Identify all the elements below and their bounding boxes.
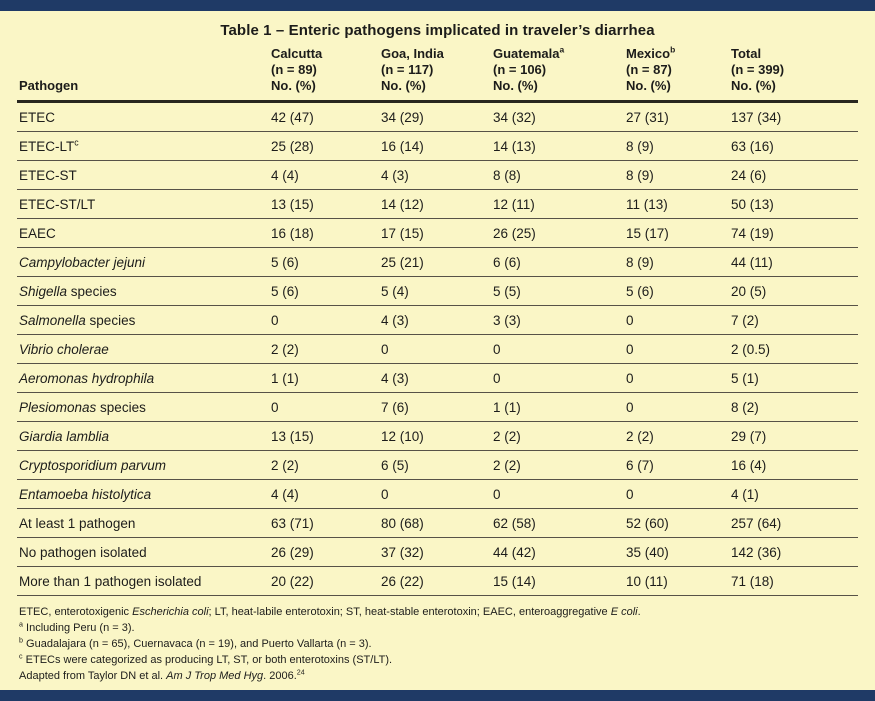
table-row xyxy=(17,102,858,132)
value-cell: 44 (11) xyxy=(729,248,858,277)
value-cell: 16 (4) xyxy=(729,451,858,480)
text-run: ETEC xyxy=(19,110,56,125)
table-row xyxy=(17,451,858,480)
table-row xyxy=(17,248,858,277)
value-cell: 42 (47) xyxy=(269,102,379,132)
column-sample-size: (n = 399) xyxy=(731,62,785,77)
value-cell: 16 (14) xyxy=(379,132,491,161)
text-run: ETEC-LT xyxy=(19,139,75,154)
value-cell: 27 (31) xyxy=(624,102,729,132)
pathogen-name-cell xyxy=(17,393,269,422)
value-cell: 0 xyxy=(491,480,624,509)
value-cell: 5 (6) xyxy=(269,248,379,277)
value-cell: 137 (34) xyxy=(729,102,858,132)
table-header xyxy=(17,46,858,102)
text-run: ETEC-ST/LT xyxy=(19,197,96,212)
value-cell: 29 (7) xyxy=(729,422,858,451)
column-name xyxy=(731,46,854,62)
value-cell: 5 (1) xyxy=(729,364,858,393)
footnote-line xyxy=(19,620,856,636)
table-row xyxy=(17,335,858,364)
value-cell: 0 xyxy=(379,480,491,509)
value-cell: 2 (2) xyxy=(624,422,729,451)
text-run: c xyxy=(74,137,79,148)
value-cell: 71 (18) xyxy=(729,567,858,596)
column-unit: No. (%) xyxy=(626,78,671,93)
text-run: Adapted from Taylor DN et al. xyxy=(19,670,167,682)
text-run: Campylobacter jejuni xyxy=(19,255,146,270)
value-cell: 4 (3) xyxy=(379,161,491,190)
table-row xyxy=(17,509,858,538)
text-run: Aeromonas hydrophila xyxy=(19,371,155,386)
top-border-bar xyxy=(0,0,875,11)
header-row xyxy=(17,46,858,102)
footnote-line xyxy=(19,604,856,620)
text-run: Calcutta xyxy=(271,46,323,61)
value-cell: 8 (2) xyxy=(729,393,858,422)
column-unit: No. (%) xyxy=(493,78,538,93)
value-cell: 74 (19) xyxy=(729,219,858,248)
column-sample-size: (n = 89) xyxy=(271,62,317,77)
text-run: a xyxy=(559,44,565,55)
value-cell: 13 (15) xyxy=(269,422,379,451)
value-cell: 0 xyxy=(269,306,379,335)
pathogen-name-cell xyxy=(17,364,269,393)
value-cell: 8 (8) xyxy=(491,161,624,190)
table-row xyxy=(17,538,858,567)
column-unit: No. (%) xyxy=(271,78,316,93)
value-cell: 5 (6) xyxy=(624,277,729,306)
text-run: Guatemala xyxy=(493,46,560,61)
column-header xyxy=(624,46,729,102)
text-run: . 2006. xyxy=(263,670,297,682)
value-cell: 15 (17) xyxy=(624,219,729,248)
text-run: No pathogen isolated xyxy=(19,545,147,560)
value-cell: 14 (12) xyxy=(379,190,491,219)
pathogen-name-cell xyxy=(17,248,269,277)
text-run: ETEC-ST xyxy=(19,168,77,183)
value-cell: 12 (10) xyxy=(379,422,491,451)
value-cell: 5 (4) xyxy=(379,277,491,306)
pathogen-name-cell xyxy=(17,132,269,161)
value-cell: 3 (3) xyxy=(491,306,624,335)
table-body xyxy=(17,102,858,596)
pathogen-name-cell xyxy=(17,480,269,509)
value-cell: 0 xyxy=(624,306,729,335)
value-cell: 14 (13) xyxy=(491,132,624,161)
text-run: b xyxy=(670,44,676,55)
text-run: 24 xyxy=(296,668,305,677)
table-row xyxy=(17,277,858,306)
pathogen-table xyxy=(17,46,858,596)
table-row xyxy=(17,306,858,335)
pathogen-name-cell xyxy=(17,102,269,132)
text-run: . xyxy=(637,606,641,618)
table-row xyxy=(17,422,858,451)
value-cell: 0 xyxy=(624,393,729,422)
value-cell: 0 xyxy=(624,364,729,393)
value-cell: 8 (9) xyxy=(624,248,729,277)
table-row xyxy=(17,161,858,190)
value-cell: 15 (14) xyxy=(491,567,624,596)
value-cell: 34 (32) xyxy=(491,102,624,132)
table-row xyxy=(17,190,858,219)
pathogen-name-cell xyxy=(17,422,269,451)
table-row xyxy=(17,480,858,509)
bottom-border-bar xyxy=(0,690,875,701)
value-cell: 257 (64) xyxy=(729,509,858,538)
text-run: More than 1 pathogen isolated xyxy=(19,574,202,589)
value-cell: 7 (2) xyxy=(729,306,858,335)
text-run: c xyxy=(19,652,23,661)
value-cell: 44 (42) xyxy=(491,538,624,567)
text-run: ; LT, heat-labile enterotoxin; ST, heat-stable enterotoxin; EAEC, enteroaggregative xyxy=(208,606,611,618)
value-cell: 37 (32) xyxy=(379,538,491,567)
pathogen-name-cell xyxy=(17,219,269,248)
value-cell: 13 (15) xyxy=(269,190,379,219)
text-run: Salmonella xyxy=(19,313,86,328)
pathogen-name-cell xyxy=(17,190,269,219)
text-run: b xyxy=(19,636,23,645)
footnote-line xyxy=(19,636,856,652)
value-cell: 4 (1) xyxy=(729,480,858,509)
text-run: E coli xyxy=(610,606,638,618)
text-run: Cryptosporidium parvum xyxy=(19,458,167,473)
value-cell: 4 (4) xyxy=(269,161,379,190)
value-cell: 26 (25) xyxy=(491,219,624,248)
column-name xyxy=(493,46,620,62)
value-cell: 11 (13) xyxy=(624,190,729,219)
column-unit: No. (%) xyxy=(381,78,426,93)
text-run: At least 1 pathogen xyxy=(19,516,136,531)
column-header xyxy=(379,46,491,102)
value-cell: 62 (58) xyxy=(491,509,624,538)
pathogen-name-cell xyxy=(17,161,269,190)
value-cell: 52 (60) xyxy=(624,509,729,538)
column-name xyxy=(271,46,375,62)
value-cell: 4 (4) xyxy=(269,480,379,509)
value-cell: 5 (5) xyxy=(491,277,624,306)
text-run: Plesiomonas xyxy=(19,400,97,415)
text-run: ETECs were categorized as producing LT, ST, or both enterotoxins (ST/LT). xyxy=(22,654,393,666)
column-unit: No. (%) xyxy=(731,78,776,93)
pathogen-name-cell xyxy=(17,538,269,567)
value-cell: 6 (7) xyxy=(624,451,729,480)
column-header xyxy=(491,46,624,102)
table-content xyxy=(0,11,875,690)
value-cell: 80 (68) xyxy=(379,509,491,538)
value-cell: 2 (2) xyxy=(491,422,624,451)
value-cell: 2 (2) xyxy=(491,451,624,480)
text-run: ETEC, enterotoxigenic xyxy=(19,606,133,618)
table-row xyxy=(17,132,858,161)
pathogen-name-cell xyxy=(17,451,269,480)
value-cell: 10 (11) xyxy=(624,567,729,596)
text-run: Giardia lamblia xyxy=(19,429,110,444)
text-run: Goa, India xyxy=(381,46,444,61)
column-sample-size: (n = 117) xyxy=(381,62,434,77)
text-run: Including Peru (n = 3). xyxy=(22,622,135,634)
table-row xyxy=(17,364,858,393)
value-cell: 5 (6) xyxy=(269,277,379,306)
value-cell: 1 (1) xyxy=(269,364,379,393)
value-cell: 50 (13) xyxy=(729,190,858,219)
pathogen-name-cell xyxy=(17,567,269,596)
text-run: species xyxy=(85,313,136,328)
value-cell: 26 (29) xyxy=(269,538,379,567)
text-run: Guadalajara (n = 65), Cuernavaca (n = 19), and Puerto Vallarta (n = 3). xyxy=(22,638,372,650)
value-cell: 34 (29) xyxy=(379,102,491,132)
text-run: a xyxy=(19,620,23,629)
column-sample-size: (n = 87) xyxy=(626,62,672,77)
value-cell: 0 xyxy=(379,335,491,364)
table-title: Table 1 – Enteric pathogens implicated in traveler’s diarrhea xyxy=(220,22,655,39)
footnote-line xyxy=(19,668,856,684)
value-cell: 2 (0.5) xyxy=(729,335,858,364)
value-cell: 20 (5) xyxy=(729,277,858,306)
value-cell: 0 xyxy=(491,364,624,393)
value-cell: 25 (21) xyxy=(379,248,491,277)
column-header xyxy=(729,46,858,102)
pathogen-name-cell xyxy=(17,509,269,538)
column-sample-size: (n = 106) xyxy=(493,62,547,77)
pathogen-name-cell xyxy=(17,306,269,335)
text-run: species xyxy=(67,284,117,299)
value-cell: 35 (40) xyxy=(624,538,729,567)
value-cell: 4 (3) xyxy=(379,364,491,393)
column-header xyxy=(269,46,379,102)
table-row xyxy=(17,567,858,596)
value-cell: 20 (22) xyxy=(269,567,379,596)
table-row xyxy=(17,393,858,422)
pathogen-name-cell xyxy=(17,335,269,364)
footnotes xyxy=(17,596,858,684)
value-cell: 63 (71) xyxy=(269,509,379,538)
footnote-line xyxy=(19,652,856,668)
text-run: Shigella xyxy=(19,284,68,299)
text-run: Entamoeba histolytica xyxy=(19,487,152,502)
value-cell: 8 (9) xyxy=(624,132,729,161)
value-cell: 16 (18) xyxy=(269,219,379,248)
value-cell: 2 (2) xyxy=(269,335,379,364)
text-run: Escherichia coli xyxy=(132,606,209,618)
value-cell: 8 (9) xyxy=(624,161,729,190)
column-header-pathogen: Pathogen xyxy=(17,46,269,102)
value-cell: 6 (5) xyxy=(379,451,491,480)
column-name xyxy=(626,46,725,62)
value-cell: 0 xyxy=(624,480,729,509)
value-cell: 1 (1) xyxy=(491,393,624,422)
pathogen-name-cell xyxy=(17,277,269,306)
value-cell: 12 (11) xyxy=(491,190,624,219)
value-cell: 0 xyxy=(624,335,729,364)
text-run: Vibrio cholerae xyxy=(19,342,109,357)
table-row xyxy=(17,219,858,248)
text-run: Total xyxy=(731,46,762,61)
text-run: EAEC xyxy=(19,226,56,241)
text-run: Am J Trop Med Hyg xyxy=(166,670,264,682)
value-cell: 0 xyxy=(269,393,379,422)
value-cell: 142 (36) xyxy=(729,538,858,567)
value-cell: 63 (16) xyxy=(729,132,858,161)
column-name xyxy=(381,46,487,62)
value-cell: 2 (2) xyxy=(269,451,379,480)
value-cell: 7 (6) xyxy=(379,393,491,422)
value-cell: 4 (3) xyxy=(379,306,491,335)
value-cell: 25 (28) xyxy=(269,132,379,161)
value-cell: 0 xyxy=(491,335,624,364)
value-cell: 26 (22) xyxy=(379,567,491,596)
text-run: species xyxy=(96,400,146,415)
value-cell: 17 (15) xyxy=(379,219,491,248)
value-cell: 24 (6) xyxy=(729,161,858,190)
value-cell: 6 (6) xyxy=(491,248,624,277)
text-run: Mexico xyxy=(626,46,671,61)
